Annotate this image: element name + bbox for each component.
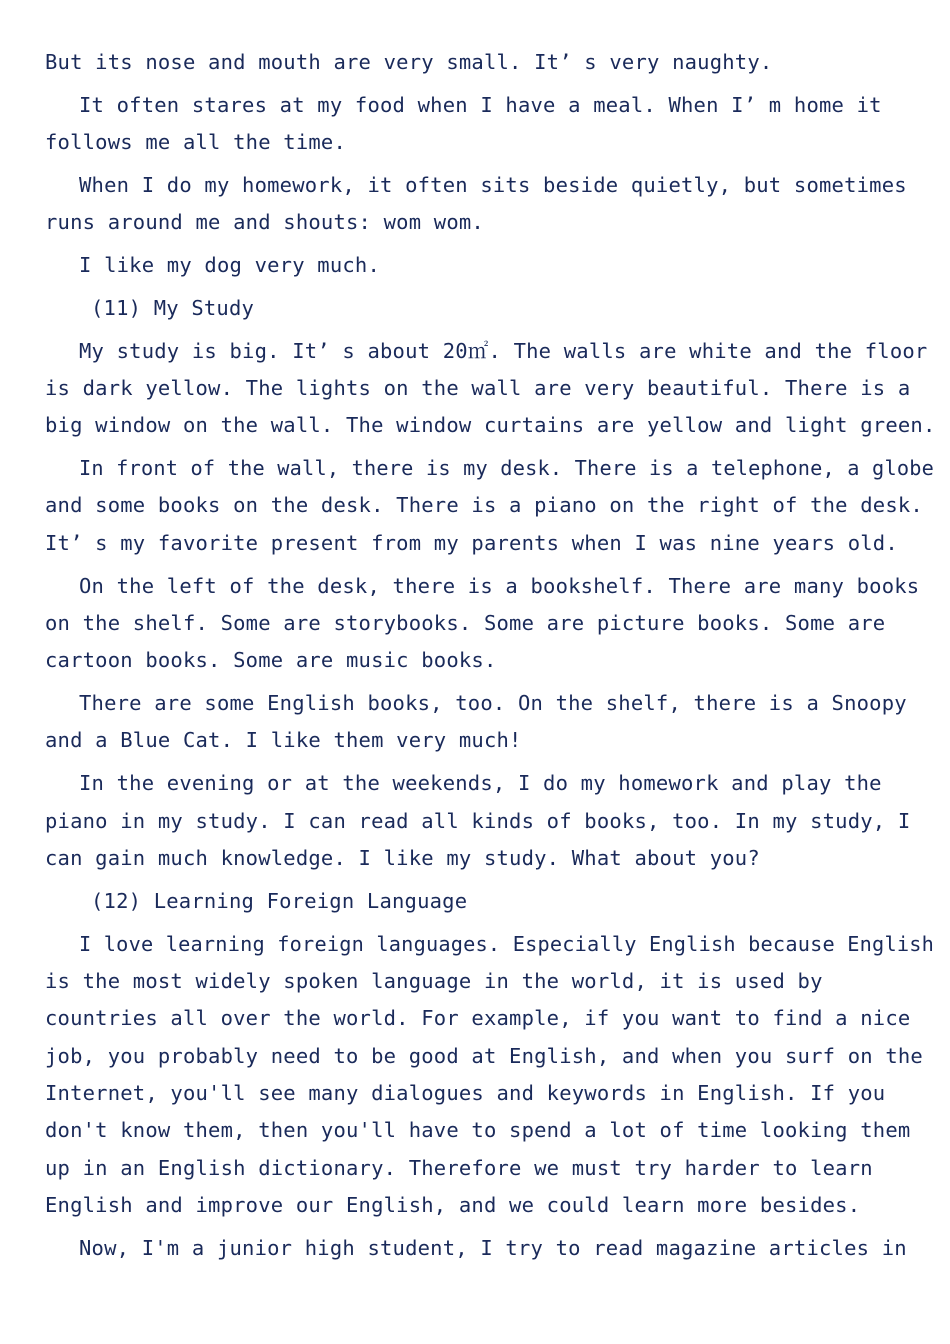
- text-line: piano in my study. I can read all kinds of books, too. In my study, I: [45, 809, 911, 833]
- paragraph-first-line: I like my dog very much.: [79, 253, 381, 277]
- text-line: English and improve our English, and we could learn more besides.: [45, 1193, 861, 1217]
- text-line: and a Blue Cat. I like them very much!: [45, 728, 522, 752]
- paragraph-first-line: When I do my homework, it often sits beside quietly, but sometimes: [79, 173, 907, 197]
- text-line: countries all over the world. For example, if you want to find a nice: [45, 1006, 911, 1030]
- text-line: job, you probably need to be good at English, and when you surf on the: [45, 1044, 923, 1068]
- paragraph-first-line: In the evening or at the weekends, I do my homework and play the: [79, 771, 882, 795]
- text-line: cartoon books. Some are music books.: [45, 648, 497, 672]
- text-line: can gain much knowledge. I like my study. What about you?: [45, 846, 760, 870]
- paragraph-first-line: I love learning foreign languages. Especially English because English: [79, 932, 935, 956]
- paragraph-first-line: On the left of the desk, there is a bookshelf. There are many books: [79, 574, 920, 598]
- text-line: But its nose and mouth are very small. It’ s very naughty.: [45, 50, 773, 74]
- text-line: on the shelf. Some are storybooks. Some are picture books. Some are: [45, 611, 886, 635]
- text-line: runs around me and shouts: wom wom.: [45, 210, 484, 234]
- text-line: It’ s my favorite present from my parents when I was nine years old.: [45, 531, 898, 555]
- paragraph-first-line: My study is big. It’ s about 20㎡. The walls are white and the floor: [79, 339, 928, 363]
- section-heading: (11) My Study: [91, 296, 255, 320]
- text-line: don't know them, then you'll have to spend a lot of time looking them: [45, 1118, 911, 1142]
- paragraph-first-line: In front of the wall, there is my desk. There is a telephone, a globe: [79, 456, 935, 480]
- text-line: is the most widely spoken language in the world, it is used by: [45, 969, 823, 993]
- text-line: and some books on the desk. There is a piano on the right of the desk.: [45, 493, 923, 517]
- text-line: big window on the wall. The window curtains are yellow and light green.: [45, 413, 936, 437]
- paragraph-first-line: There are some English books, too. On the shelf, there is a Snoopy: [79, 691, 907, 715]
- text-line: is dark yellow. The lights on the wall are very beautiful. There is a: [45, 376, 911, 400]
- text-line: up in an English dictionary. Therefore we must try harder to learn: [45, 1156, 873, 1180]
- paragraph-first-line: It often stares at my food when I have a meal. When I’ m home it: [79, 93, 882, 117]
- paragraph-first-line: Now, I'm a junior high student, I try to read magazine articles in: [79, 1236, 907, 1260]
- text-line: follows me all the time.: [45, 130, 347, 154]
- text-line: Internet, you'll see many dialogues and keywords in English. If you: [45, 1081, 886, 1105]
- section-heading: (12) Learning Foreign Language: [91, 889, 468, 913]
